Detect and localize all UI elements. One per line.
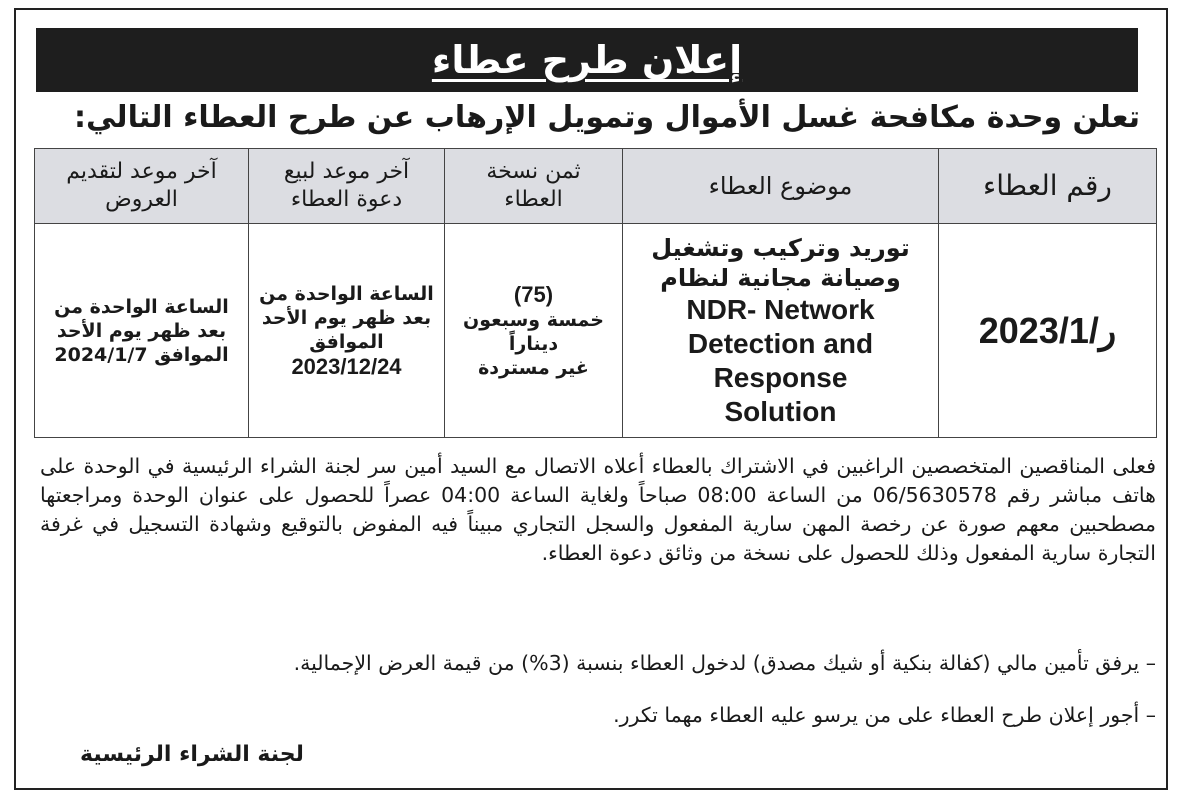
subject-en-line1: NDR- Network	[686, 293, 875, 325]
announcement-subtitle: تعلن وحدة مكافحة غسل الأموال وتمويل الإرهاب عن طرح العطاء التالي:	[73, 100, 1140, 135]
title-banner	[36, 28, 1138, 92]
subject-en-line3: Response	[713, 361, 848, 393]
header-sale-deadline	[249, 149, 445, 224]
bullet-financial-guarantee: – يرفق تأمين مالي (كفالة بنكية أو شيك مصدق) لدخول العطاء بنسبة (3%) من قيمة العرض الإجمالية.	[293, 651, 1156, 675]
header-submit-deadline-line2: العروض	[105, 187, 178, 212]
header-tender-subject: موضوع العطاء	[623, 149, 939, 224]
sale-deadline-line1: الساعة الواحدة من	[259, 282, 434, 305]
page-title: إعلان طرح عطاء	[431, 38, 743, 82]
bullet-ad-fees: – أجور إعلان طرح العطاء على من يرسو عليه العطاء مهما تكرر.	[613, 703, 1156, 727]
header-sale-deadline-line2: دعوة العطاء	[290, 187, 403, 212]
cell-tender-subject	[623, 224, 939, 438]
sale-deadline-date: 2023/12/24	[291, 353, 402, 379]
subject-en-line2: Detection and	[687, 327, 874, 359]
price-currency: ديناراً	[508, 332, 559, 355]
subject-ar-line1: توريد وتركيب وتشغيل	[651, 233, 910, 262]
cell-tender-number	[939, 224, 1157, 438]
subject-ar-line2: وصيانة مجانية لنظام	[660, 263, 901, 292]
price-number: (75)	[513, 281, 554, 307]
header-submit-deadline	[35, 149, 249, 224]
submit-deadline-line1: الساعة الواحدة من	[54, 295, 229, 318]
cell-submit-deadline	[35, 224, 249, 438]
tender-number-value: ر/2023/1	[978, 309, 1117, 351]
tender-table-header	[35, 149, 1157, 224]
sale-deadline-line2: بعد ظهر يوم الأحد	[261, 306, 432, 329]
instructions-paragraph: فعلى المناقصين المتخصصين الراغبين في الاشتراك بالعطاء أعلاه الاتصال مع السيد أمين سر لجنة الشراء الرئيسية في الوحدة على هاتف مباشر رقم 06/5630578 من الساعة 08:00 صباحاً ولغاية الساعة 04:00 عصراً للحصول على عنوان الوحدة ومراجعتها مصطحبين معهم صورة عن رخصة المهن سارية المفعول والسجل التجاري مبيناً فيه المفوض بالتوقيع وشهادة التسجيل في غرفة التجارة سارية المفعول وذلك للحصول على نسخة من وثائق دعوة العطاء.	[40, 454, 1156, 565]
cell-sale-deadline	[249, 224, 445, 438]
tender-table	[34, 148, 1157, 438]
header-sale-deadline-line1: آخر موعد لبيع	[283, 159, 410, 184]
header-tender-number: رقم العطاء	[939, 149, 1157, 224]
subject-en-line4: Solution	[724, 395, 837, 427]
submit-deadline-line2: بعد ظهر يوم الأحد	[56, 319, 227, 342]
header-copy-price	[445, 149, 623, 224]
signature	[40, 742, 1156, 767]
header-copy-price-line2: العطاء	[504, 187, 563, 212]
submit-deadline-line3: الموافق 2024/1/7	[54, 343, 229, 366]
header-copy-price-line1: ثمن نسخة	[486, 159, 581, 184]
table-row	[35, 224, 1157, 438]
price-non-refundable: غير مستردة	[478, 356, 589, 379]
signature-committee: لجنة الشراء الرئيسية	[80, 742, 304, 767]
header-submit-deadline-line1: آخر موعد لتقديم	[66, 159, 217, 184]
price-words: خمسة وسبعون	[462, 308, 604, 331]
cell-copy-price	[445, 224, 623, 438]
sale-deadline-line3: الموافق	[309, 330, 384, 353]
